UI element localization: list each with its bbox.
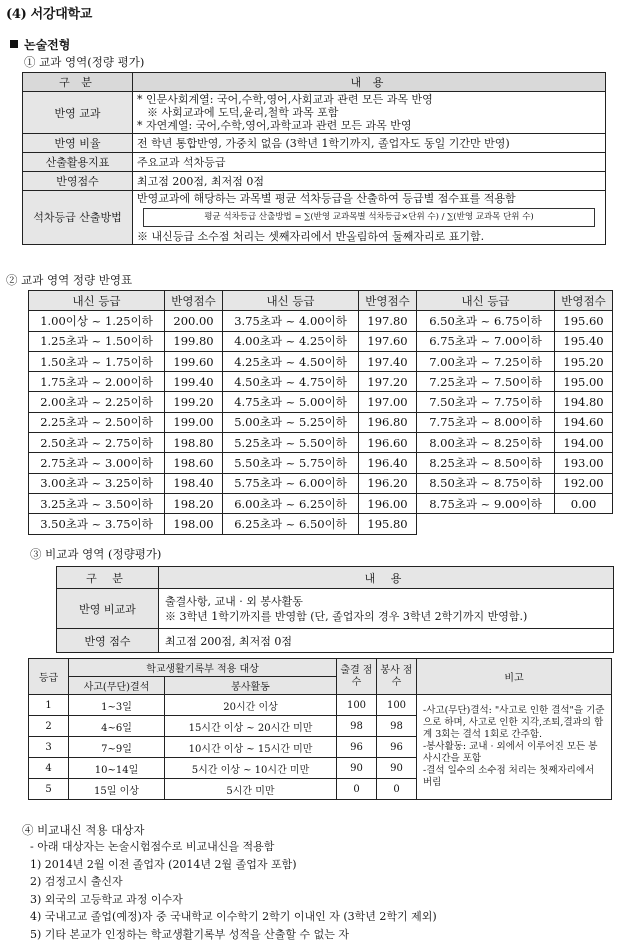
t2-cell: 5.00초과 ~ 5.25이하: [223, 412, 359, 432]
sec4-line: 1) 2014년 2월 이전 졸업자 (2014년 2월 졸업자 포함): [30, 857, 297, 871]
t2-cell: 197.00: [359, 392, 417, 412]
t2-cell: 195.20: [555, 351, 613, 371]
t2-cell: 199.00: [165, 412, 223, 432]
table-row: [29, 433, 613, 453]
square-bullet-icon: [10, 40, 18, 48]
t3-content-items: [159, 589, 614, 629]
t4-header-volunteer: 봉사활동: [165, 677, 337, 695]
t2-cell: 4.50초과 ~ 4.75이하: [223, 372, 359, 392]
t2-cell: 198.20: [165, 493, 223, 513]
t2-cell: 1.50초과 ~ 1.75이하: [29, 351, 165, 371]
grade-score-table: [28, 290, 613, 535]
t2-cell: 7.50초과 ~ 7.75이하: [417, 392, 555, 412]
table-row: [29, 453, 613, 473]
t4-header-vol: 봉사 점수: [377, 659, 417, 695]
t2-header-cell: 내신 등급: [223, 291, 359, 311]
t4-header-grade: 등급: [29, 659, 69, 695]
t1-content-ratio: 전 학년 통합반영, 가중치 없음 (3학년 1학기까지, 졸업자도 동일 기간만 반영): [133, 134, 606, 153]
table-row: [29, 392, 613, 412]
t2-cell: 194.60: [555, 412, 613, 432]
attendance-volunteer-table: [28, 658, 612, 800]
t2-cell: 0.00: [555, 493, 613, 513]
t2-cell: 198.80: [165, 433, 223, 453]
t4-cell: 4: [29, 758, 69, 779]
t2-cell: 8.75초과 ~ 9.00이하: [417, 493, 555, 513]
section-subtitle: [10, 36, 70, 53]
t4-cell: 0: [377, 779, 417, 800]
table-row: [29, 311, 613, 331]
t1-content-method: [133, 191, 606, 245]
t2-cell: [417, 514, 555, 534]
t2-cell: 1.00이상 ~ 1.25이하: [29, 311, 165, 331]
t4-cell: 5: [29, 779, 69, 800]
t2-cell: 4.75초과 ~ 5.00이하: [223, 392, 359, 412]
t4-cell: 0: [337, 779, 377, 800]
table-row: [29, 351, 613, 371]
sec4-line: - 아래 대상자는 논술시험점수로 비교내신을 적용함: [30, 840, 275, 853]
t4-cell: 98: [377, 716, 417, 737]
t4-cell: 5시간 이상 ~ 10시간 미만: [165, 758, 337, 779]
t2-header-cell: 내신 등급: [417, 291, 555, 311]
table-row: [29, 473, 613, 493]
t3-label-items: 반영 비교과: [57, 589, 159, 629]
t4-cell: 20시간 이상: [165, 695, 337, 716]
curriculum-table: [22, 72, 606, 245]
extracurricular-table: [56, 566, 614, 653]
t2-cell: 196.00: [359, 493, 417, 513]
t2-cell: 2.00초과 ~ 2.25이하: [29, 392, 165, 412]
sec2-heading: ② 교과 영역 정량 반영표: [6, 273, 133, 287]
t2-cell: [555, 514, 613, 534]
page-title: (4) 서강대학교: [6, 7, 92, 22]
t1-line: * 자연계열: 국어,수학,영어,과학교과 관련 모든 과목 반영: [137, 119, 412, 132]
t4-note: [417, 695, 612, 800]
t1-label-score: 반영점수: [23, 172, 133, 191]
t2-cell: 6.25초과 ~ 6.50이하: [223, 514, 359, 534]
t3-content-score: 최고점 200점, 최저점 0점: [159, 629, 614, 653]
t1-header-category: 구 분: [23, 73, 133, 92]
table-row: [29, 514, 613, 534]
t1-header-content: 내 용: [133, 73, 606, 92]
t2-cell: 194.00: [555, 433, 613, 453]
t2-cell: 7.25초과 ~ 7.50이하: [417, 372, 555, 392]
sec4-list: [30, 838, 437, 941]
t2-cell: 199.20: [165, 392, 223, 412]
t2-cell: 197.20: [359, 372, 417, 392]
t4-cell: 98: [337, 716, 377, 737]
t4-cell: 1~3일: [69, 695, 165, 716]
t3-line: 출결사항, 교내 · 외 봉사활동: [165, 594, 303, 608]
t1-label-indicator: 산출활용지표: [23, 153, 133, 172]
t3-header-category: 구 분: [57, 567, 159, 589]
t1-line: 반영교과에 해당하는 과목별 평균 석차등급을 산출하여 등급별 점수표를 적용함: [137, 192, 516, 205]
table-row: [29, 493, 613, 513]
t2-cell: 7.00초과 ~ 7.25이하: [417, 351, 555, 371]
t3-line: ※ 3학년 1학기까지를 반영함 (단, 졸업자의 경우 3학년 2학기까지 반영함.): [165, 609, 528, 623]
sec4-line: 2) 검정고시 출신자: [30, 875, 123, 888]
t4-note-line: -결석 일수의 소수점 처리는 첫째자리에서 버림: [423, 765, 595, 788]
t2-cell: 197.60: [359, 331, 417, 351]
t1-label-method: 석차등급 산출방법: [23, 191, 133, 245]
t2-cell: 3.75초과 ~ 4.00이하: [223, 311, 359, 331]
t2-cell: 2.25초과 ~ 2.50이하: [29, 412, 165, 432]
t2-cell: 2.75초과 ~ 3.00이하: [29, 453, 165, 473]
t1-line: ※ 사회교과에 도덕,윤리,철학 과목 포함: [147, 106, 339, 119]
t2-cell: 3.25초과 ~ 3.50이하: [29, 493, 165, 513]
t2-cell: 198.00: [165, 514, 223, 534]
t2-cell: 192.00: [555, 473, 613, 493]
formula-box: 평균 석차등급 산출방법 = ∑(반영 교과목별 석차등급×단위 수) / ∑(반영 교과목 단위 수): [143, 208, 595, 227]
t4-cell: 100: [377, 695, 417, 716]
t4-cell: 1: [29, 695, 69, 716]
t2-cell: 8.25초과 ~ 8.50이하: [417, 453, 555, 473]
t1-label-ratio: 반영 비율: [23, 134, 133, 153]
t2-cell: 4.25초과 ~ 4.50이하: [223, 351, 359, 371]
t2-cell: 3.50초과 ~ 3.75이하: [29, 514, 165, 534]
t2-header-cell: 내신 등급: [29, 291, 165, 311]
t2-cell: 196.60: [359, 433, 417, 453]
t1-content-score: 최고점 200점, 최저점 0점: [133, 172, 606, 191]
t4-header-target: 학교생활기록부 적용 대상: [69, 659, 337, 677]
t4-cell: 2: [29, 716, 69, 737]
table-row: [29, 695, 612, 716]
t2-cell: 195.00: [555, 372, 613, 392]
t3-label-score: 반영 점수: [57, 629, 159, 653]
t2-cell: 8.00초과 ~ 8.25이하: [417, 433, 555, 453]
t2-cell: 4.00초과 ~ 4.25이하: [223, 331, 359, 351]
t1-line: ※ 내신등급 소수점 처리는 셋째자리에서 반올림하여 둘째자리로 표기함.: [137, 230, 485, 243]
t2-cell: 196.80: [359, 412, 417, 432]
t4-cell: 90: [377, 758, 417, 779]
t2-cell: 199.60: [165, 351, 223, 371]
sec4-line: 5) 기타 본교가 인정하는 학교생활기록부 성적을 산출할 수 없는 자: [30, 927, 350, 941]
t4-cell: 10시간 이상 ~ 15시간 미만: [165, 737, 337, 758]
t2-cell: 1.25초과 ~ 1.50이하: [29, 331, 165, 351]
t2-cell: 199.40: [165, 372, 223, 392]
subtitle-text: 논술전형: [24, 38, 71, 52]
t2-header-cell: 반영점수: [555, 291, 613, 311]
t2-cell: 7.75초과 ~ 8.00이하: [417, 412, 555, 432]
t4-cell: 10~14일: [69, 758, 165, 779]
t2-cell: 199.80: [165, 331, 223, 351]
table-row: [29, 412, 613, 432]
t2-cell: 195.60: [555, 311, 613, 331]
t2-cell: 5.75초과 ~ 6.00이하: [223, 473, 359, 493]
t4-cell: 96: [337, 737, 377, 758]
sec4-heading: ④ 비교내신 적용 대상자: [22, 823, 145, 837]
t2-cell: 197.80: [359, 311, 417, 331]
t2-cell: 200.00: [165, 311, 223, 331]
t4-header-note: 비고: [417, 659, 612, 695]
table-row: [29, 331, 613, 351]
t1-label-subjects: 반영 교과: [23, 92, 133, 134]
t4-cell: 7~9일: [69, 737, 165, 758]
t4-cell: 90: [337, 758, 377, 779]
sec4-line: 3) 외국의 고등학교 과정 이수자: [30, 892, 183, 906]
sec4-line: 4) 국내고교 졸업(예정)자 중 국내학교 이수학기 2학기 이내인 자 (3학년 2학기 제외): [30, 910, 437, 923]
t4-cell: 15시간 이상 ~ 20시간 미만: [165, 716, 337, 737]
t2-header-cell: 반영점수: [359, 291, 417, 311]
t2-cell: 198.40: [165, 473, 223, 493]
sec1-heading: ① 교과 영역(정량 평가): [24, 55, 145, 69]
t2-cell: 196.20: [359, 473, 417, 493]
t2-cell: 193.00: [555, 453, 613, 473]
t4-cell: 4~6일: [69, 716, 165, 737]
t4-cell: 96: [377, 737, 417, 758]
t4-cell: 100: [337, 695, 377, 716]
t2-cell: 3.00초과 ~ 3.25이하: [29, 473, 165, 493]
t2-cell: 8.50초과 ~ 8.75이하: [417, 473, 555, 493]
sec3-heading: ③ 비교과 영역 (정량평가): [30, 547, 162, 561]
t1-content-indicator: 주요교과 석차등급: [133, 153, 606, 172]
t2-cell: 198.60: [165, 453, 223, 473]
t4-cell: 5시간 미만: [165, 779, 337, 800]
t4-cell: 3: [29, 737, 69, 758]
t2-cell: 5.25초과 ~ 5.50이하: [223, 433, 359, 453]
t4-note-line: -사고(무단)결석: "사고로 인한 결석"을 기준으로 하며, 사고로 인한 지각,조퇴,결과의 합계 3회는 결석 1회로 간주함.: [423, 705, 605, 740]
table-row: [29, 372, 613, 392]
t3-header-content: 내 용: [159, 567, 614, 589]
t2-cell: 5.50초과 ~ 5.75이하: [223, 453, 359, 473]
t2-header-cell: 반영점수: [165, 291, 223, 311]
t2-cell: 195.40: [555, 331, 613, 351]
t1-content-subjects: [133, 92, 606, 134]
t4-header-att: 출결 점수: [337, 659, 377, 695]
t2-cell: 1.75초과 ~ 2.00이하: [29, 372, 165, 392]
t2-cell: 196.40: [359, 453, 417, 473]
t4-header-absence: 사고(무단)결석: [69, 677, 165, 695]
t2-cell: 194.80: [555, 392, 613, 412]
t1-line: * 인문사회계열: 국어,수학,영어,사회교과 관련 모든 과목 반영: [137, 93, 433, 106]
t2-cell: 195.80: [359, 514, 417, 534]
t4-cell: 15일 이상: [69, 779, 165, 800]
t2-cell: 6.50초과 ~ 6.75이하: [417, 311, 555, 331]
t2-cell: 2.50초과 ~ 2.75이하: [29, 433, 165, 453]
t2-cell: 197.40: [359, 351, 417, 371]
t2-cell: 6.75초과 ~ 7.00이하: [417, 331, 555, 351]
t4-note-line: -봉사활동: 교내 · 외에서 이루어진 모든 봉사시간을 포함: [423, 741, 598, 764]
t2-cell: 6.00초과 ~ 6.25이하: [223, 493, 359, 513]
